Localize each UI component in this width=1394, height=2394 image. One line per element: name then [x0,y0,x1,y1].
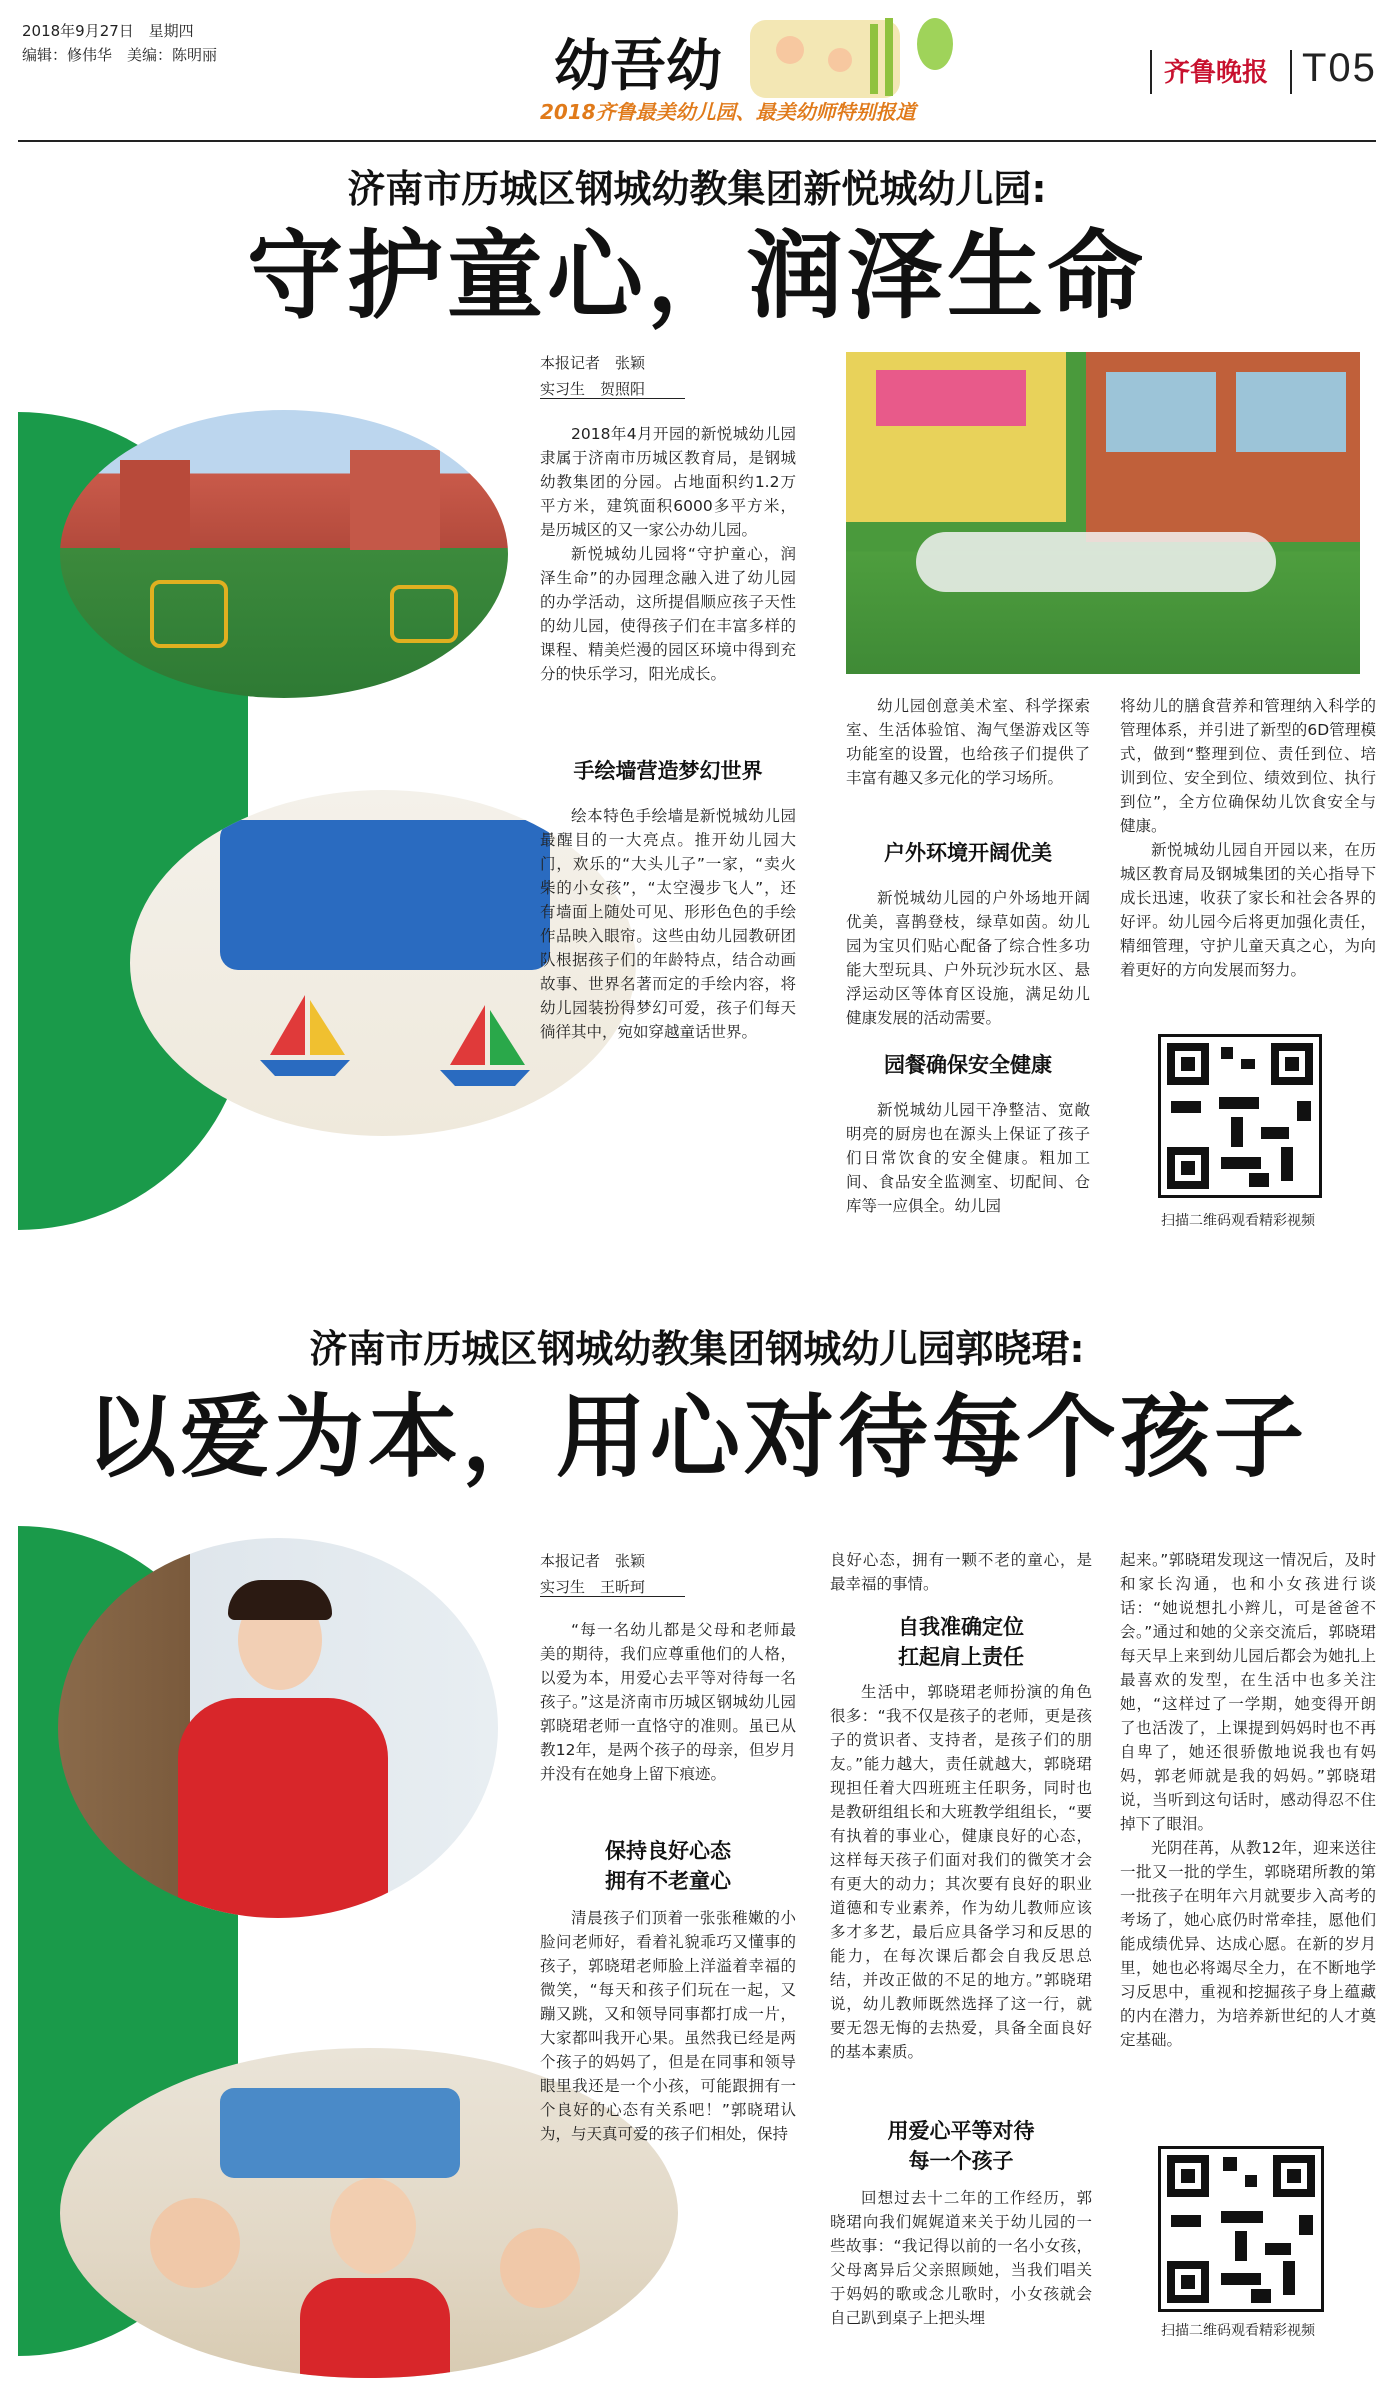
article1-section2-p: 新悦城幼儿园的户外场地开阔优美，喜鹊登枝，绿草如茵。幼儿园为宝贝们贴心配备了综合性多功能大型玩具、户外玩沙玩水区、悬浮运动区等体育区设施，满足幼儿健康发展的活动需要。 [846,889,1090,1027]
article2-byline [540,1548,780,1600]
photo-window-1 [1106,372,1216,452]
teacher-portrait-photo [58,1538,498,1918]
article1-kicker: 济南市历城区钢城幼教集团新悦城幼儿园: [347,167,1047,211]
issue-weekday: 星期四 [148,22,194,40]
article2-qr-pattern [1161,2149,1321,2309]
article2-subhead-3: 用爱心平等对待 每一个孩子 [887,2119,1035,2173]
article2-subhead-1: 保持良好心态 拥有不老童心 [605,1839,731,1893]
article2-kicker: 济南市历城区钢城幼教集团钢城幼儿园郭晓珺: [309,1327,1085,1371]
photo-playhouse-roof [876,370,1026,426]
photo-building-left [120,460,190,550]
article1-qr-caption: 扫描二维码观看精彩视频 [1161,1213,1315,1229]
article1-mid-p: 幼儿园创意美术室、科学探索室、生活体验馆、淘气堡游戏区等功能室的设置，也给孩子们提供了丰富有趣又多元化的学习场所。 [846,697,1090,787]
editors-credit: 编辑：修伟华 美编：陈明丽 [22,46,218,64]
photo-building-right [350,450,440,550]
page-code: T05 [1302,46,1377,90]
article1-subhead-2: 户外环境开阔优美 [884,841,1052,865]
photo-window-2 [1236,372,1346,452]
article1-right-p2: 新悦城幼儿园自开园以来，在历城区教育局及钢城集团的关心指导下成长迅速，收获了家长和社会各界的好评。幼儿园今后将更加强化责任，精细管理，守护儿童天真之心，为向着更好的方向发展而努力。 [1120,841,1376,979]
article2-column2-top [830,1548,1092,1596]
header-divider-right [1290,50,1292,94]
photo-sailboat-left [250,990,360,1080]
article2-c3-p2: 光阴荏苒，从教12年，迎来送往一批又一批的学生，郭晓珺所教的第一批孩子在明年六月就要步入高考的考场了，她心底仍时常牵挂，愿他们能成绩优异、达成心愿。在新的岁月里，她也必将竭尽全力，在不断地学习反思中，重视和挖掘孩子身上蕴藏的内在潜力，为培养新世纪的人才奠定基础。 [1120,1839,1376,2049]
photo-teacher-center [330,2178,416,2274]
article2-c2-p3: 回想过去十二年的工作经历，郭晓珺向我们娓娓道来关于幼儿园的一些故事：“我记得以前的一名小女孩，父母离异后父亲照顾她，当我们唱关于妈妈的歌或念儿歌时，小女孩就会自己趴到桌子上把头埋 [830,2189,1092,2327]
article1-right-p1: 将幼儿的膳食营养和管理纳入科学的管理体系，并引进了新型的6D管理模式，做到“整理到位、责任到位、培训到位、安全到位、绩效到位、执行到位”，全方位确保幼儿饮食安全与健康。 [1120,697,1376,835]
article1-byline [540,350,780,402]
article1-mid-column [846,694,1090,790]
article1-section2 [846,886,1090,1030]
article1-section3 [846,1098,1090,1218]
article2-qr-code[interactable] [1158,2146,1324,2312]
photo-child-left [150,2198,240,2288]
article1-reporter: 本报记者 张颖 [540,354,646,372]
article2-column2-mid [830,1680,1092,2064]
children-activity-photo [846,352,1360,674]
masthead-banner [540,14,960,132]
article2-subhead-2: 自我准确定位 扛起肩上责任 [898,1615,1024,1669]
article1-intern: 实习生 贺照阳 [540,380,685,399]
photo-ocean-mural [220,820,550,970]
article2-section1 [540,1906,796,2146]
article2-c2-p1: 良好心态，拥有一颗不老的童心，是最幸福的事情。 [830,1551,1092,1593]
photo-teacher-center-shirt [300,2278,450,2378]
article1-qr-code[interactable] [1158,1034,1322,1198]
article2-column3 [1120,1548,1376,2052]
article1-intro [540,422,796,686]
article2-intro-p: “每一名幼儿都是父母和老师最美的期待，我们应尊重他们的人格，以爱为本，用爱心去平等对待每一名孩子。”这是济南市历城区钢城幼儿园郭晓珺老师一直恪守的准则。虽已从教12年，是两个孩子的母亲，但岁月并没有在她身上留下痕迹。 [540,1621,796,1783]
issue-date-line [22,20,194,42]
article1-qr-pattern [1161,1037,1319,1195]
photo-teacher-red-shirt [178,1698,388,1918]
article1-headline: 守护童心，润泽生命 [247,220,1147,332]
article1-subhead-1: 手绘墙营造梦幻世界 [573,759,763,783]
masthead-title: 幼吾幼 [554,33,722,99]
article1-intro-p1: 2018年4月开园的新悦城幼儿园隶属于济南市历城区教育局，是钢城幼教集团的分园。占地面积约1.2万平方米，建筑面积6000多平方米，是历城区的又一家公办幼儿园。 [540,425,796,539]
article1-section1 [540,804,796,1044]
photo-teacher-hair [228,1580,332,1620]
article2-intern: 实习生 王昕珂 [540,1578,685,1597]
article1-right-column [1120,694,1376,982]
article2-qr-caption: 扫描二维码观看精彩视频 [1161,2323,1315,2339]
kindergarten-playground-photo [60,410,508,698]
photo-sailboat-right [430,1000,540,1090]
article2-reporter: 本报记者 张颖 [540,1552,646,1570]
article2-c2-p2: 生活中，郭晓珺老师扮演的角色很多：“我不仅是孩子的老师，更是孩子的赏识者、支持者，是孩子们的朋友。”能力越大，责任就越大，郭晓珺现担任着大四班班主任职务，同时也是教研组组长和大班教学组组长，“要有执着的事业心，健康良好的心态，这样每天孩子们面对我们的微笑才会有更大的动力；其次要有良好的职业道德和专业素养，作为幼儿教师应该多才多艺，最后应具备学习和反思的能力，在每次课后都会自我反思总结，并改正做的不足的地方。”郭晓珺说，幼儿教师既然选择了这一行，就要无怨无悔的去热爱，具备全面良好的基本素质。 [830,1683,1092,2061]
newspaper-brand: 齐鲁晚报 [1164,58,1269,88]
header-divider-left [1150,50,1152,94]
article1-subhead-3: 园餐确保安全健康 [884,1053,1052,1077]
photo-playground-cage-left [150,580,228,648]
photo-classroom-mural [220,2088,460,2178]
article2-headline: 以爱为本，用心对待每个孩子 [86,1385,1308,1490]
article2-section1-p: 清晨孩子们顶着一张张稚嫩的小脸问老师好，看着礼貌乖巧又懂事的孩子，郭晓珺老师脸上洋溢着幸福的微笑，“每天和孩子们玩在一起，又蹦又跳，又和领导同事都打成一片，大家都叫我开心果。虽然我已经是两个孩子的妈妈了，但是在同事和领导眼里我还是一个小孩，可能跟拥有一个良好的心态有关系吧！”郭晓珺认为，与天真可爱的孩子们相处，保持 [540,1909,796,2143]
article1-section1-p: 绘本特色手绘墙是新悦城幼儿园最醒目的一大亮点。推开幼儿园大门，欢乐的“大头儿子”一家，“卖火柴的小女孩”，“太空漫步飞人”，还有墙面上随处可见、形形色色的手绘作品映入眼帘。这些由幼儿园教研团队根据孩子们的年龄特点，结合动画故事、世界名著而定的手绘内容，将幼儿园装扮得梦幻可爱，孩子们每天徜徉其中，宛如穿越童话世界。 [540,807,796,1041]
article2-c3-p1: 起来。”郭晓珺发现这一情况后，及时和家长沟通，也和小女孩进行谈话：“她说想扎小辫儿，可是爸爸不会。”通过和她的父亲交流后，郭晓珺每天早上来到幼儿园后都会为她扎上最喜欢的发型，在生活中也多关注她，“这样过了一学期，她变得开朗了也活泼了，上课提到妈妈时也不再自卑了，她还很骄傲地说我也有妈妈，郭老师就是我的妈妈。”郭晓珺说，当听到这句话时，感动得忍不住掉下了眼泪。 [1120,1551,1376,1833]
photo-children-line [916,532,1276,592]
article1-section3-p: 新悦城幼儿园干净整洁、宽敞明亮的厨房也在源头上保证了孩子们日常饮食的安全健康。粗加工间、食品安全监测室、切配间、仓库等一应俱全。幼儿园 [846,1101,1090,1215]
issue-date: 2018年9月27日 [22,22,134,40]
photo-child-right [500,2228,580,2308]
masthead-subtitle: 2018齐鲁最美幼儿园、最美幼师特别报道 [540,100,916,124]
photo-playground-cage-right [390,585,458,643]
article2-column2-bottom [830,2186,1092,2330]
article2-intro [540,1618,796,1786]
article1-intro-p2: 新悦城幼儿园将“守护童心，润泽生命”的办园理念融入进了幼儿园的办学活动，这所提倡顺应孩子天性的幼儿园，使得孩子们在丰富多样的课程、精美烂漫的园区环境中得到充分的快乐学习，阳光成长。 [540,545,796,683]
header-rule [18,140,1376,142]
